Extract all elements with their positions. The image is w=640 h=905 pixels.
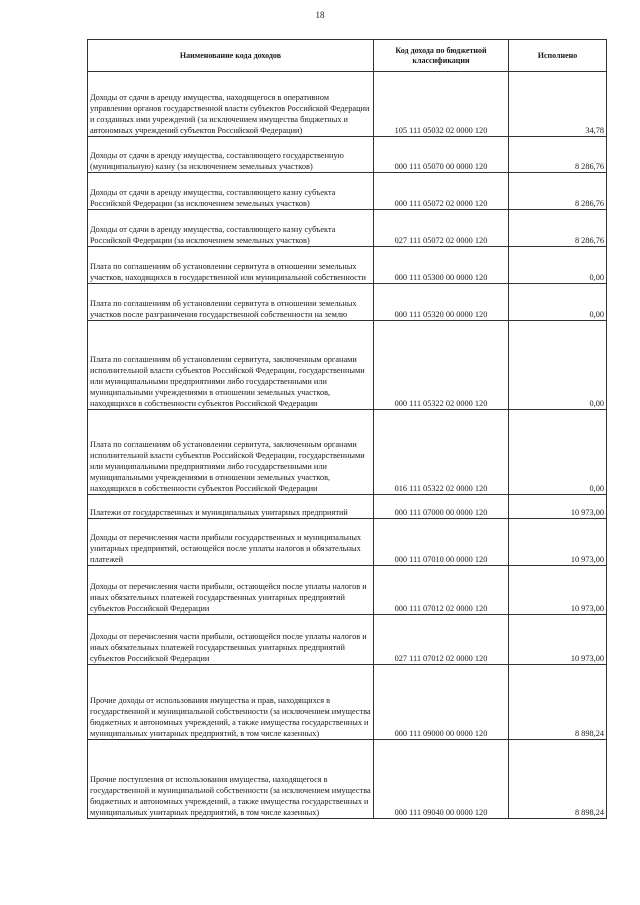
table-row — [88, 247, 607, 284]
row-name: Доходы от перечисления части прибыли государственных и муниципальных унитарных предприятий, остающейся после уплаты налогов и обязательных платежей — [88, 519, 374, 566]
row-value: 10 973,00 — [509, 615, 607, 665]
row-code: 000 111 07010 00 0000 120 — [374, 519, 509, 566]
row-name: Плата по соглашениям об установлении сервитута, заключенным органами исполнительной власти субъектов Российской Федерации, государственными или муниципальными предприятиями либо государственными или муниципальными учреждениями в отношении земельных участков, находящихся в собственности субъектов Российской Федерации — [88, 321, 374, 410]
table-row — [88, 410, 607, 495]
row-value: 8 286,76 — [509, 173, 607, 210]
row-name: Плата по соглашениям об установлении сервитута в отношении земельных участков после разграничения государственной собственности на землю — [88, 284, 374, 321]
header-name: Наименование кода доходов — [88, 40, 374, 72]
row-name: Прочие поступления от использования имущества, находящегося в государственной и муниципальной собственности (за исключением имущества бюджетных и автономных учреждений, а также имущества государственных и муниципальных унитарных предприятий, в том числе казенных) — [88, 740, 374, 819]
table-row — [88, 284, 607, 321]
header-value: Исполнено — [509, 40, 607, 72]
row-code: 027 111 07012 02 0000 120 — [374, 615, 509, 665]
row-name: Доходы от сдачи в аренду имущества, составляющего казну субъекта Российской Федерации (за исключением земельных участков) — [88, 173, 374, 210]
row-name: Платежи от государственных и муниципальных унитарных предприятий — [88, 495, 374, 519]
row-value: 0,00 — [509, 321, 607, 410]
row-value: 0,00 — [509, 410, 607, 495]
row-code: 000 111 07000 00 0000 120 — [374, 495, 509, 519]
table-row — [88, 566, 607, 615]
row-code: 000 111 09040 00 0000 120 — [374, 740, 509, 819]
table-row — [88, 137, 607, 173]
row-name: Прочие доходы от использования имущества и прав, находящихся в государственной и муниципальной собственности (за исключением имущества бюджетных и автономных учреждений, а также имущества государственных и муниципальных унитарных предприятий, в том числе казенных) — [88, 665, 374, 740]
header-code: Код дохода по бюджетной классификации — [374, 40, 509, 72]
header-row — [88, 40, 607, 72]
row-name: Доходы от перечисления части прибыли, остающейся после уплаты налогов и иных обязательных платежей государственных унитарных предприятий субъектов Российской Федерации — [88, 615, 374, 665]
row-code: 000 111 05300 00 0000 120 — [374, 247, 509, 284]
row-value: 8 898,24 — [509, 740, 607, 819]
row-value: 10 973,00 — [509, 566, 607, 615]
row-code: 000 111 05070 00 0000 120 — [374, 137, 509, 173]
row-code: 000 111 05072 02 0000 120 — [374, 173, 509, 210]
table-row — [88, 740, 607, 819]
row-value: 10 973,00 — [509, 519, 607, 566]
row-name: Доходы от перечисления части прибыли, остающейся после уплаты налогов и иных обязательных платежей государственных унитарных предприятий субъектов Российской Федерации — [88, 566, 374, 615]
table-row — [88, 72, 607, 137]
row-value: 8 898,24 — [509, 665, 607, 740]
row-value: 8 286,76 — [509, 210, 607, 247]
row-value: 10 973,00 — [509, 495, 607, 519]
table-row — [88, 665, 607, 740]
row-code: 027 111 05072 02 0000 120 — [374, 210, 509, 247]
row-value: 0,00 — [509, 284, 607, 321]
row-value: 8 286,76 — [509, 137, 607, 173]
row-code: 016 111 05322 02 0000 120 — [374, 410, 509, 495]
row-code: 000 111 05320 00 0000 120 — [374, 284, 509, 321]
row-name: Плата по соглашениям об установлении сервитута, заключенным органами исполнительной власти субъектов Российской Федерации, государственными или муниципальными предприятиями либо государственными или муниципальными учреждениями в отношении земельных участков, находящихся в собственности субъектов Российской Федерации — [88, 410, 374, 495]
row-code: 000 111 09000 00 0000 120 — [374, 665, 509, 740]
table-header — [88, 40, 607, 72]
row-name: Доходы от сдачи в аренду имущества, составляющего казну субъекта Российской Федерации (за исключением земельных участков) — [88, 210, 374, 247]
table-row — [88, 210, 607, 247]
row-name: Доходы от сдачи в аренду имущества, находящегося в оперативном управлении органов государственной власти субъектов Российской Федерации и созданных ими учреждений (за исключением имущества бюджетных и автономных учреждений субъектов Российской Федерации) — [88, 72, 374, 137]
table-row — [88, 519, 607, 566]
row-value: 34,78 — [509, 72, 607, 137]
row-code: 000 111 07012 02 0000 120 — [374, 566, 509, 615]
page-number: 18 — [315, 10, 325, 20]
row-value: 0,00 — [509, 247, 607, 284]
row-code: 000 111 05322 02 0000 120 — [374, 321, 509, 410]
row-name: Доходы от сдачи в аренду имущества, составляющего государственную (муниципальную) казну (за исключением земельных участков) — [88, 137, 374, 173]
table-body — [88, 72, 607, 819]
table-row — [88, 615, 607, 665]
table-row — [88, 321, 607, 410]
income-table — [87, 39, 607, 819]
table-row — [88, 173, 607, 210]
table-row — [88, 495, 607, 519]
row-name: Плата по соглашениям об установлении сервитута в отношении земельных участков, находящихся в государственной или муниципальной собственности — [88, 247, 374, 284]
row-code: 105 111 05032 02 0000 120 — [374, 72, 509, 137]
